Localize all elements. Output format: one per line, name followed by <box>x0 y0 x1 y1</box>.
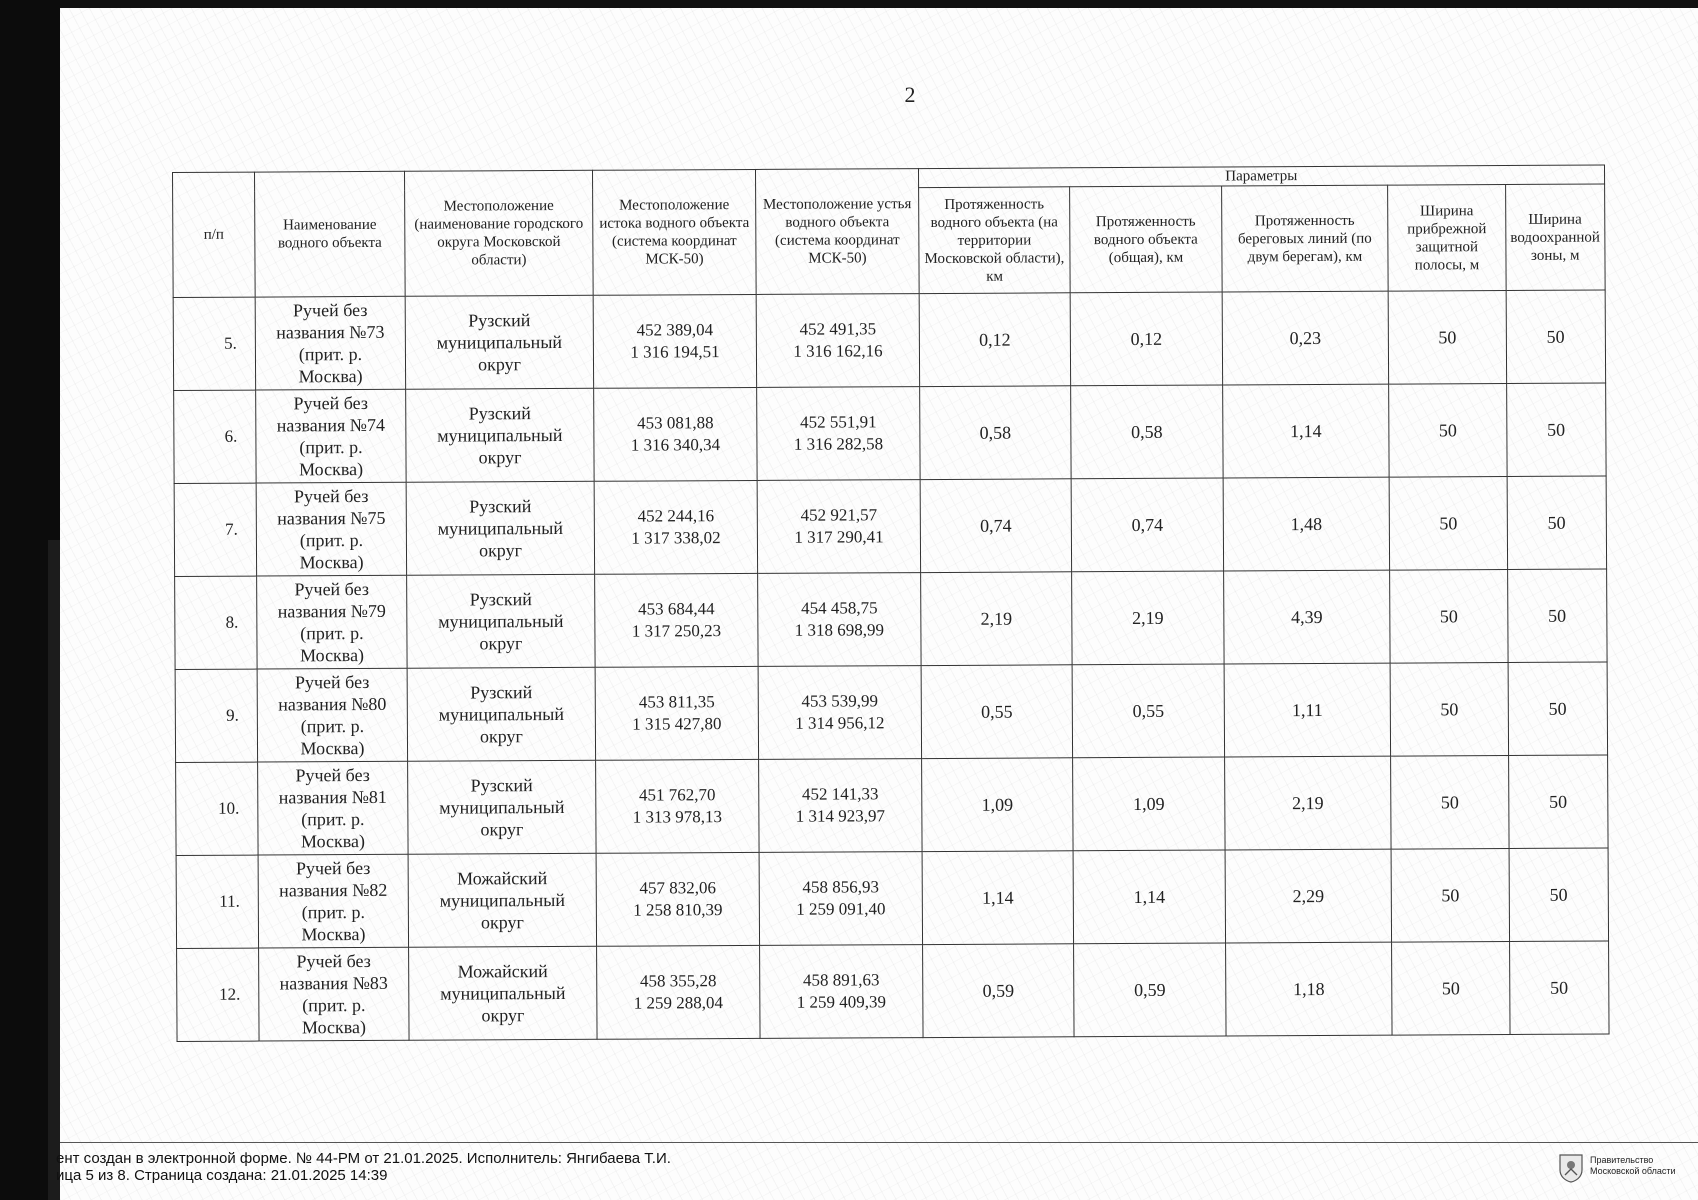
source-coords-cell-line: 1 317 250,23 <box>631 621 722 641</box>
row-num-cell: 6. <box>174 390 256 483</box>
length-region-cell: 1,09 <box>922 758 1073 852</box>
source-coords-cell <box>596 759 759 853</box>
page-number: 2 <box>904 82 916 107</box>
source-coords-cell-line: 1 258 810,39 <box>633 900 723 920</box>
location-cell-line: Рузский <box>468 403 531 424</box>
location-cell-line: Рузский <box>469 589 532 610</box>
header-source: Местоположение истока водного объекта (система координат МСК-50) <box>592 169 756 295</box>
location-cell-line: муниципальный <box>440 982 566 1004</box>
source-coords-cell <box>595 666 758 760</box>
water-object-name-cell-line: Москва) <box>300 738 365 759</box>
mouth-coords-cell-line: 1 314 956,12 <box>795 713 885 733</box>
water-object-name-cell-line: Ручей без <box>293 392 368 414</box>
location-cell-line: муниципальный <box>439 796 565 818</box>
location-cell-line: округ <box>478 354 522 375</box>
source-coords-cell-line: 1 313 978,13 <box>632 807 723 827</box>
location-cell <box>408 760 596 854</box>
org-name-line-1: Правительство <box>1590 1155 1654 1165</box>
source-coords-cell <box>595 573 758 667</box>
mouth-coords-cell <box>759 759 922 853</box>
location-cell-line: муниципальный <box>438 703 565 725</box>
water-object-name-cell-line: (прит. р. <box>300 623 364 644</box>
mouth-coords-cell-line: 1 316 162,16 <box>793 341 883 361</box>
water-object-name-cell-line: Ручей без <box>295 857 371 879</box>
water-object-name-cell-line: Москва) <box>298 366 363 387</box>
source-coords-cell-line: 1 317 338,02 <box>631 528 721 548</box>
water-object-name-cell-line: Москва) <box>299 459 364 480</box>
source-coords-cell-line: 1 315 427,80 <box>632 714 722 734</box>
mouth-coords-cell-line: 458 891,63 <box>802 970 880 990</box>
coastal-strip-width-cell: 50 <box>1391 756 1509 850</box>
water-object-name-cell-line: Москва) <box>299 552 364 573</box>
length-total-cell: 0,58 <box>1071 385 1223 479</box>
table-body <box>173 290 1608 1041</box>
mouth-coords-cell <box>760 945 923 1039</box>
footer-line-1: ент создан в электронной форме. № 44-РМ от 21.01.2025. Исполнитель: Янгибаева Т.И. <box>56 1150 671 1167</box>
mouth-coords-cell-line: 1 259 409,39 <box>796 992 887 1012</box>
coat-of-arms-icon <box>1558 1153 1584 1183</box>
location-cell-line: муниципальный <box>437 424 563 446</box>
source-coords-cell-line: 1 316 340,34 <box>630 435 721 455</box>
org-name <box>1590 1155 1698 1177</box>
table-row <box>176 755 1608 855</box>
water-object-name-cell-line: (прит. р. <box>299 530 364 551</box>
length-region-cell: 0,58 <box>920 386 1071 480</box>
table-row <box>175 569 1607 669</box>
table-row <box>177 941 1609 1041</box>
source-coords-cell <box>594 387 757 481</box>
water-object-name-cell-line: (прит. р. <box>302 994 366 1016</box>
mouth-coords-cell-line: 1 318 698,99 <box>794 620 885 640</box>
location-cell-line: Рузский <box>468 310 531 331</box>
water-object-name-cell-line: Москва) <box>299 645 365 666</box>
shoreline-length-cell: 2,29 <box>1225 849 1391 943</box>
water-object-name-cell-line: названия №79 <box>277 600 386 622</box>
coastal-strip-width-cell: 50 <box>1390 663 1508 757</box>
location-cell <box>408 853 596 947</box>
header-length-total: Протяженность водного объекта (общая), км <box>1070 186 1223 293</box>
mouth-coords-cell-line: 1 314 923,97 <box>795 806 886 826</box>
length-total-cell: 0,74 <box>1071 478 1223 572</box>
location-cell <box>407 667 595 761</box>
location-cell-line: округ <box>480 912 524 933</box>
source-coords-cell-line: 457 832,06 <box>639 878 717 898</box>
source-coords-cell <box>593 294 756 388</box>
water-object-name-cell-line: названия №81 <box>278 786 387 808</box>
header-mouth: Местоположение устья водного объекта (система координат МСК-50) <box>755 169 919 295</box>
water-object-name-cell-line: Ручей без <box>294 578 369 600</box>
length-total-cell: 0,12 <box>1070 292 1222 386</box>
location-cell <box>409 946 597 1040</box>
location-cell-line: округ <box>479 726 523 747</box>
location-cell-line: округ <box>480 819 524 840</box>
table-row <box>176 848 1608 948</box>
water-object-name-cell-line: Ручей без <box>292 299 368 321</box>
mouth-coords-cell-line: 1 316 282,58 <box>793 434 884 454</box>
length-total-cell: 0,55 <box>1072 664 1224 758</box>
source-coords-cell-line: 453 811,35 <box>638 692 715 712</box>
length-region-cell: 0,74 <box>920 479 1071 573</box>
header-parameters-group: Параметры <box>918 165 1604 188</box>
water-object-name-cell <box>255 296 405 390</box>
water-object-name-cell-line: названия №74 <box>276 414 385 436</box>
protection-zone-width-cell: 50 <box>1508 569 1607 663</box>
water-object-name-cell-line: (прит. р. <box>301 901 366 923</box>
source-coords-cell <box>597 945 760 1039</box>
mouth-coords-cell-line: 452 551,91 <box>800 412 877 432</box>
table-row <box>173 290 1605 390</box>
location-cell-line: Рузский <box>469 496 532 517</box>
water-object-name-cell-line: Ручей без <box>296 950 371 972</box>
mouth-coords-cell-line: 454 458,75 <box>800 598 878 618</box>
location-cell <box>406 388 594 482</box>
length-region-cell: 1,14 <box>922 851 1073 945</box>
coastal-strip-width-cell: 50 <box>1392 942 1510 1036</box>
water-object-name-cell-line: Москва) <box>300 830 366 852</box>
mouth-coords-cell-line: 453 539,99 <box>801 691 879 711</box>
mouth-coords-cell <box>758 666 921 760</box>
location-cell-line: Можайский <box>457 961 548 982</box>
mouth-coords-cell <box>757 387 920 481</box>
row-num-cell: 12. <box>177 948 259 1041</box>
mouth-coords-cell-line: 452 491,35 <box>799 319 877 339</box>
row-num-cell: 10. <box>176 762 258 855</box>
mouth-coords-cell <box>758 573 921 667</box>
shoreline-length-cell: 4,39 <box>1224 570 1390 664</box>
mouth-coords-cell-line: 1 259 091,40 <box>796 899 886 919</box>
header-location: Местоположение (наименование городского округа Московской области) <box>404 170 593 296</box>
water-object-name-cell <box>256 482 406 576</box>
protection-zone-width-cell: 50 <box>1507 383 1606 477</box>
mouth-coords-cell-line: 1 317 290,41 <box>794 527 884 547</box>
header-shoreline: Протяженность береговых линий (по двум берегам), км <box>1222 185 1389 292</box>
location-cell-line: муниципальный <box>436 331 563 353</box>
header-name: Наименование водного объекта <box>255 171 406 297</box>
water-object-name-cell-line: Москва) <box>301 1016 367 1038</box>
row-num-cell: 9. <box>175 669 257 762</box>
water-object-name-cell-line: названия №83 <box>279 972 388 994</box>
row-num-cell: 5. <box>173 297 255 390</box>
footer-line-2: ица 5 из 8. Страница создана: 21.01.2025 14:39 <box>56 1167 388 1184</box>
footer-stamp <box>56 1150 1356 1184</box>
protection-zone-width-cell: 50 <box>1506 290 1605 384</box>
table-row <box>174 383 1606 483</box>
shoreline-length-cell: 2,19 <box>1225 756 1391 850</box>
location-cell <box>406 481 594 575</box>
coastal-strip-width-cell: 50 <box>1391 849 1509 943</box>
water-objects-table <box>172 164 1609 1041</box>
water-object-name-cell-line: (прит. р. <box>301 809 365 830</box>
coastal-strip-width-cell: 50 <box>1388 291 1506 385</box>
length-total-cell: 1,09 <box>1073 757 1225 851</box>
mouth-coords-cell <box>756 294 919 388</box>
water-object-name-cell-line: Ручей без <box>293 485 369 507</box>
length-region-cell: 2,19 <box>921 572 1072 666</box>
table-row <box>175 662 1607 762</box>
water-object-name-cell-line: названия №80 <box>278 693 387 715</box>
water-object-name-cell-line: Ручей без <box>294 671 370 693</box>
coastal-strip-width-cell: 50 <box>1389 384 1507 478</box>
location-cell-line: муниципальный <box>438 610 564 632</box>
water-object-name-cell <box>258 854 408 948</box>
length-total-cell: 0,59 <box>1074 943 1226 1037</box>
length-region-cell: 0,12 <box>919 293 1070 387</box>
protection-zone-width-cell: 50 <box>1508 662 1607 756</box>
shoreline-length-cell: 1,18 <box>1226 942 1392 1036</box>
length-total-cell: 1,14 <box>1073 850 1225 944</box>
header-length-region: Протяженность водного объекта (на территории Московской области), км <box>919 187 1071 294</box>
water-object-name-cell-line: Москва) <box>301 923 366 945</box>
mouth-coords-cell <box>757 480 920 574</box>
location-cell-line: муниципальный <box>437 517 564 539</box>
water-object-name-cell <box>258 761 408 855</box>
location-cell-line: округ <box>479 633 523 654</box>
water-object-name-cell-line: названия №73 <box>276 321 385 343</box>
water-object-name-cell-line: (прит. р. <box>298 344 363 365</box>
shoreline-length-cell: 1,48 <box>1223 477 1389 571</box>
water-object-name-cell <box>259 947 409 1041</box>
shoreline-length-cell: 1,14 <box>1223 384 1389 478</box>
scan-edge-top <box>0 0 1698 8</box>
water-object-name-cell-line: (прит. р. <box>299 437 363 458</box>
source-coords-cell-line: 451 762,70 <box>638 785 716 805</box>
protection-zone-width-cell: 50 <box>1507 476 1606 570</box>
row-num-cell: 8. <box>175 576 257 669</box>
length-region-cell: 0,55 <box>921 665 1072 759</box>
footer-divider <box>60 1142 1698 1143</box>
table-row <box>174 476 1606 576</box>
water-object-name-cell-line: названия №75 <box>277 507 386 529</box>
shoreline-length-cell: 0,23 <box>1222 291 1388 385</box>
location-cell <box>405 295 593 389</box>
protection-zone-width-cell: 50 <box>1509 848 1608 942</box>
protection-zone-width-cell: 50 <box>1509 755 1608 849</box>
shoreline-length-cell: 1,11 <box>1224 663 1390 757</box>
mouth-coords-cell-line: 458 856,93 <box>802 877 880 897</box>
row-num-cell: 7. <box>174 483 256 576</box>
mouth-coords-cell-line: 452 921,57 <box>800 505 878 525</box>
location-cell-line: округ <box>478 447 522 468</box>
length-region-cell: 0,59 <box>923 944 1074 1038</box>
row-num-cell: 11. <box>176 855 258 948</box>
water-object-name-cell <box>257 668 407 762</box>
mouth-coords-cell-line: 452 141,33 <box>801 784 879 804</box>
water-object-name-cell-line: названия №82 <box>279 879 388 901</box>
protection-zone-width-cell: 50 <box>1510 941 1609 1035</box>
location-cell-line: округ <box>481 1005 525 1026</box>
header-num: п/п <box>173 172 256 297</box>
source-coords-cell-line: 453 081,88 <box>637 413 714 433</box>
length-total-cell: 2,19 <box>1072 571 1224 665</box>
location-cell-line: Можайский <box>457 868 548 889</box>
source-coords-cell <box>594 480 757 574</box>
header-protection-zone: Ширина водоохранной зоны, м <box>1506 184 1605 291</box>
location-cell-line: Рузский <box>470 775 533 796</box>
header-coastal-strip: Ширина прибрежной защитной полосы, м <box>1388 185 1507 292</box>
source-coords-cell-line: 453 684,44 <box>637 599 715 619</box>
location-cell-line: муниципальный <box>439 889 565 911</box>
source-coords-cell <box>596 852 759 946</box>
source-coords-cell-line: 452 244,16 <box>637 506 715 526</box>
location-cell-line: Рузский <box>470 682 533 703</box>
water-object-name-cell <box>256 389 406 483</box>
org-name-line-2: Московской области <box>1590 1166 1676 1176</box>
water-object-name-cell <box>257 575 407 669</box>
location-cell-line: округ <box>478 540 522 561</box>
water-object-name-cell-line: Ручей без <box>295 764 370 786</box>
location-cell <box>407 574 595 668</box>
source-coords-cell-line: 458 355,28 <box>639 971 717 991</box>
source-coords-cell-line: 1 316 194,51 <box>630 342 720 362</box>
source-coords-cell-line: 452 389,04 <box>636 320 714 340</box>
source-coords-cell-line: 1 259 288,04 <box>633 993 724 1013</box>
water-object-name-cell-line: (прит. р. <box>300 716 365 737</box>
coastal-strip-width-cell: 50 <box>1389 477 1507 571</box>
mouth-coords-cell <box>759 852 922 946</box>
coastal-strip-width-cell: 50 <box>1390 570 1508 664</box>
